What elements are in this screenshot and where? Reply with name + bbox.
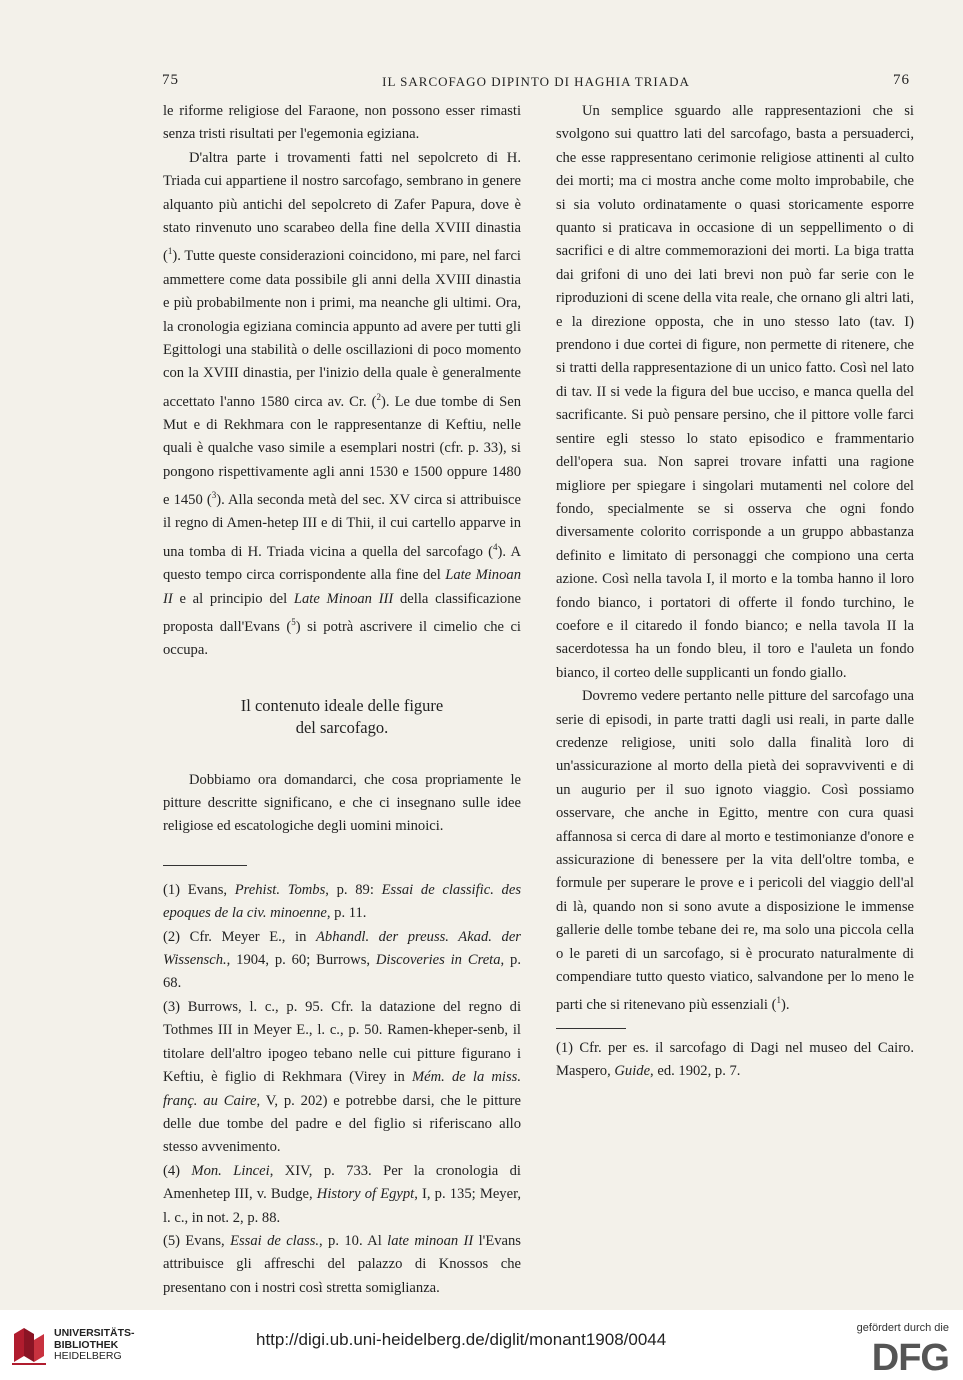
permalink-url[interactable]: http://digi.ub.uni-heidelberg.de/diglit/monant1908/0044 — [256, 1330, 667, 1349]
footnotes — [163, 879, 521, 1300]
paragraph: Un semplice sguardo alle rappresentazioni che si svolgono sui quattro lati del sarcofago, basta a persuaderci, che esse rappresentano cerimonie religiose attinenti al culto dei morti; ma ci mostra anche come molto improbabile, che si sia voluto ordinatamente o quasi storicamente esporre quanto si praticava in occasione di un seppellimento o di sacrifici e di altre commemorazioni dei morti. La biga tratta dai grifoni di uno dei lati brevi non può far serie con le riproduzioni di scene della vita reale, che ornano gli altri lati, e la direzione opposta, che in uno stesso lato (tav. I) prendono i due cortei di figure, non permette di ritenere, che si tratti della rappresentazione di un unico fatto. Così nel lato di tav. II si vede la figura del bue ucciso, e manca quella del sacrificante. Si può pensare persino, che il pittore volle farci sentire egli stesso lo stato episodico e frammentario dell'opera sua. Non saprei trovare infatti una ragione migliore per spiegare i singolari mutamenti nel colore del fondo, specialmente se si osserva che ogni fondo diversamente colorito corrisponde a un gruppo abbastanza definito e limitato di personaggi che compiono una certa azione. Così nella tavola I, il morto e la tomba hanno il loro fondo bianco, i portatori di offerte il fondo turchino, le coefore e il citaredo il fondo bianco; e nella tavola II la sacerdotessa ha un fondo bleu, il toro e l'auleta un fondo bianco, il corteo delle supplicanti un fondo giallo. — [556, 103, 914, 681]
paragraph: le riforme religiose del Faraone, non possono esser rimasti senza tristi risultati per l'egemonia egiziana. — [163, 103, 521, 143]
running-title: IL SARCOFAGO DIPINTO DI HAGHIA TRIADA — [382, 74, 690, 89]
section-heading: Il contenuto ideale delle figure del sarcofago. — [240, 695, 444, 737]
paragraph: D'altra parte i trovamenti fatti nel sepolcreto di H. Triada cui appartiene il nostro sarcofago, sembrano in genere alquanto più antichi del sepolcreto di Zafer Papura, dove è stato rinvenuto uno scarabeo della fine della XVIII dinastia ($^1$). Tutte queste considerazioni coincidono, mi pare, nel farci ammettere come data possibile gli anni della XVIII dinastia e più probabilmente non i primi, ma neanche gli ultimi. Ora, la cronologia egiziana comincia appunto ad avere per tutti gli Egittologi una stabilità o delle oscillazioni di poco momento con la XVIII dinastia, per l'inizio della quale è generalmente accettato l'anno 1580 circa av. Cr. ($^2$). Le due tombe di Sen Mut e di Rekhmara con le rappresentanze di Keftiu, nelle quali è qualche vaso simile a esemplari nostri (cfr. p. 33), si pongono rispettivamente agli anni 1530 e 1500 oppure 1480 e 1450 ($^3$). Alla seconda metà del sec. XV circa si attribuisce il regno di Amen-hetep III e di Thii, il cui cartello apparve in una tomba di H. Triada vicina a quella del sarcofago ($^4$). A questo tempo circa corrispondente alla fine del Late Minoan II e al principio del Late Minoan III della classificazione proposta dall'Evans ($^5$) si potrà ascrivere il cimelio che ci occupa. — [163, 149, 521, 659]
right-column — [556, 100, 914, 1084]
left-column — [163, 100, 521, 1300]
university-library-logo-icon — [10, 1326, 48, 1366]
footnote-divider — [163, 865, 247, 866]
footnote: (5) Evans, Essai de class., p. 10. Al late minoan II l'Evans attribuisce gli affreschi del palazzo di Knossos che presentano con i nostri così stretta somiglianza. — [163, 1232, 521, 1296]
footnote: (4) Mon. Lincei, XIV, p. 733. Per la cronologia di Amenhetep III, v. Budge, History of Egypt, I, p. 135; Meyer, l. c., in not. 2, p. 88. — [163, 1162, 521, 1226]
footnote: (1) Cfr. per es. il sarcofago di Dagi nel museo del Cairo. Maspero, Guide, ed. 1902, p. 7. — [556, 1039, 914, 1080]
library-name: UNIVERSITÄTS- BIBLIOTHEK HEIDELBERG — [54, 1327, 135, 1362]
page-number-right: 76 — [893, 72, 910, 88]
viewer-footer — [0, 1310, 963, 1380]
paragraph: Dobbiamo ora domandarci, che cosa propriamente le pitture descritte significano, e che ci insegnano sulle idee religiose ed escatologiche degli uomini minoici. — [163, 771, 521, 835]
running-head — [162, 72, 910, 94]
footnote: (1) Evans, Prehist. Tombs, p. 89: Essai de classific. des epoques de la civ. minoenne, p. 11. — [163, 881, 521, 922]
funding-note: gefördert durch die — [856, 1322, 949, 1334]
footnote: (2) Cfr. Meyer E., in Abhandl. der preuss. Akad. der Wissensch., 1904, p. 60; Burrows, Discoveries in Creta, p. 68. — [163, 928, 521, 992]
footnote: (3) Burrows, l. c., p. 95. Cfr. la datazione del regno di Tothmes III in Meyer E., l. c., p. 50. Ramen-kheper-senb, il titolare dell'altro ipogeo tebano nelle cui pitture figurano i Keftiu, è figlio di Rekhmara (Virey in Mém. de la miss. franç. au Caire, V, p. 202) e potrebbe darsi, che le pitture delle due tombe del padre e del figlio si riferiscano allo stesso avvenimento. — [163, 998, 521, 1156]
page-number-left: 75 — [162, 72, 179, 88]
dfg-logo: DFG — [871, 1337, 949, 1379]
paragraph: Dovremo vedere pertanto nelle pitture del sarcofago una serie di episodi, in parte tratti dagli usi reali, in parte dalle credenze religiose, uniti solo dalla finalità loro di un'assicurazione al morto della pietà dei sopravviventi e di un augurio per il suo ignoto viaggio. Così possiamo osservare, che anche in Egitto, mentre con cura quasi affannosa si cerca di dare al morto e testimonianze d'onore e assicurazione di benessere per la vita dell'oltre tomba, e formule per superare le prove e i pericoli del viaggio dell'al di là, quando non si sono avute a disposizione le immense gallerie delle tombe tebane dei re, ma solo una piccola cella o le pareti di un sarcofago, si è procurato naturalmente di compendiare tutto questo viatico, salvandone per lo meno le parti che si ritenevano più essenziali ($^1$). — [556, 688, 914, 1014]
footnote-divider — [556, 1028, 626, 1029]
